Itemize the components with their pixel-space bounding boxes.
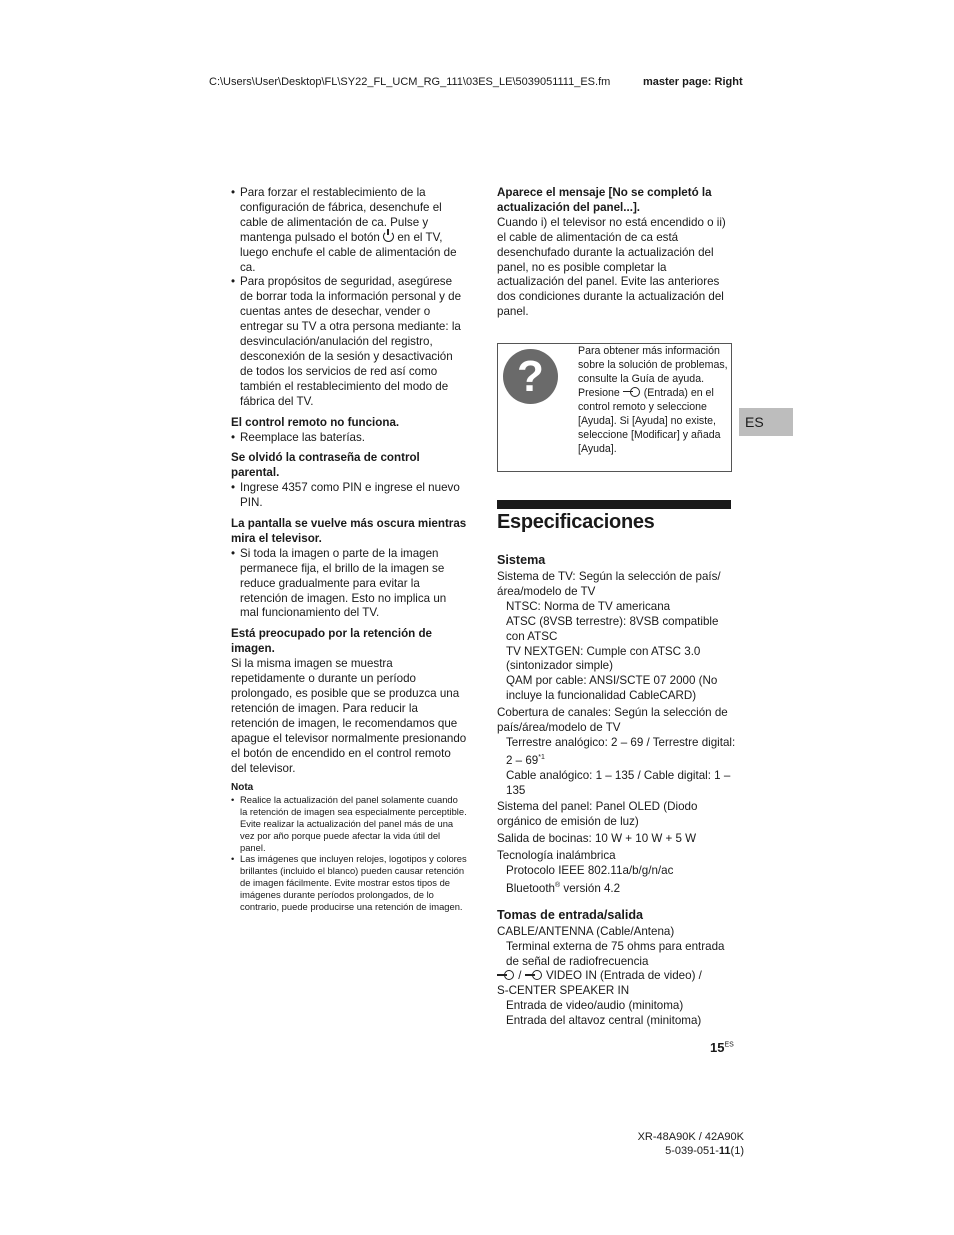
language-tab: ES bbox=[739, 408, 793, 436]
help-box bbox=[497, 343, 732, 472]
model-info bbox=[630, 1130, 744, 1158]
bullet-text: Para forzar el restablecimiento de la configuración de fábrica, desenchufe el cable de alimentación de ca. Pulse y mantenga pulsado el botón bbox=[240, 186, 442, 244]
page-number bbox=[710, 1040, 734, 1055]
spec-text: VIDEO IN (Entrada de video) / bbox=[545, 969, 702, 983]
code-part: 11 bbox=[718, 1145, 731, 1157]
help-text-part: (Entrada) en el control remoto y seleccione [Ayuda]. Si [Ayuda] no existe, seleccione [Modificar] y añada [Ayuda]. bbox=[578, 387, 721, 455]
spec-line: Terminal externa de 75 ohms para entrada de señal de radiofrecuencia bbox=[506, 939, 725, 968]
input-icon bbox=[623, 387, 641, 397]
specifications bbox=[497, 552, 737, 1029]
heading-retention: Está preocupado por la retención de imagen. bbox=[231, 627, 432, 656]
subheading-tomas: Tomas de entrada/salida bbox=[497, 907, 644, 922]
footnote-marker: *1 bbox=[538, 753, 545, 761]
note-title: Nota bbox=[231, 782, 254, 794]
help-text-part: Presione bbox=[578, 387, 620, 399]
spec-line: NTSC: Norma de TV americana bbox=[506, 599, 671, 613]
spec-line: Protocolo IEEE 802.11a/b/g/n/ac bbox=[506, 864, 674, 878]
heading-dark-screen: La pantalla se vuelve más oscura mientras mira el televisor. bbox=[231, 517, 467, 545]
spec-line: Entrada del altavoz central (minitoma) bbox=[506, 1014, 702, 1028]
video-input-icon bbox=[525, 970, 543, 980]
question-icon: ? bbox=[503, 349, 558, 404]
note-item: • Realice la actualización del panel solamente cuando la retención de imagen sea especialmente perceptible. Evite realizar la actualización del panel más de una vez por año porque puede afectar la vida útil del panel. bbox=[231, 794, 467, 853]
spec-line: Sistema de TV: Según la selección de país/área/modelo de TV bbox=[497, 570, 721, 598]
header-file-path: C:\Users\User\Desktop\FL\SY22_FL_UCM_RG_111\03ES_LE\5039051111_ES.fm bbox=[209, 76, 611, 88]
heading-remote: El control remoto no funciona. bbox=[231, 415, 400, 429]
help-paragraph bbox=[578, 386, 728, 456]
heading-panel-message: Aparece el mensaje [No se completó la actualización del panel...]. bbox=[497, 186, 712, 214]
spec-line: Tecnología inalámbrica bbox=[497, 849, 616, 863]
spec-text: Terrestre analógico: 2 – 69 / Terrestre digital: 2 – 69 bbox=[506, 735, 736, 767]
input-icon bbox=[497, 970, 515, 980]
right-column bbox=[497, 186, 733, 320]
spec-line bbox=[497, 736, 737, 769]
bullet-pin: • Ingrese 4357 como PIN e ingrese el nuevo PIN. bbox=[231, 481, 467, 511]
bullet-dark-screen: • Si toda la imagen o parte de la imagen permanece fija, el brillo de la imagen se reduce gradualmente para evitar la retención de imagen. Esto no implica un mal funcionamiento del TV. bbox=[231, 547, 467, 622]
spec-line bbox=[497, 879, 737, 897]
spec-line: S-CENTER SPEAKER IN bbox=[497, 984, 630, 998]
spec-line: CABLE/ANTENNA (Cable/Antena) bbox=[497, 924, 675, 938]
power-icon bbox=[383, 231, 394, 242]
document-code bbox=[630, 1144, 744, 1158]
bullet-security: • Para propósitos de seguridad, asegúrese de borrar toda la información personal y de cuentas antes de desechar, vender o entregar su TV a otra persona mediante: la desvinculación/anulación del registro, desconexión de la sesión y desactivación de todos los servicios de red así como también el restablecimiento del modo de fábrica del TV. bbox=[231, 275, 467, 409]
spec-line: Salida de bocinas: 10 W + 10 W + 5 W bbox=[497, 832, 697, 846]
spec-line: TV NEXTGEN: Cumple con ATSC 3.0 (sintonizador simple) bbox=[506, 644, 701, 673]
page-number-value: 15 bbox=[710, 1040, 725, 1055]
spec-line: QAM por cable: ANSI/SCTE 07 2000 (No incluye la funcionalidad CableCARD) bbox=[506, 674, 718, 703]
spec-line: ATSC (8VSB terrestre): 8VSB compatible con ATSC bbox=[506, 614, 719, 643]
bullet-factory-reset bbox=[231, 186, 467, 275]
spec-line: Sistema del panel: Panel OLED (Diodo orgánico de emisión de luz) bbox=[497, 800, 698, 829]
spec-line bbox=[497, 969, 737, 984]
registered-mark: ® bbox=[555, 881, 561, 889]
help-text bbox=[578, 344, 728, 456]
spec-line: Cobertura de canales: Según la selección de país/área/modelo de TV bbox=[497, 706, 728, 735]
section-divider bbox=[497, 500, 731, 509]
spec-line: Cable analógico: 1 – 135 / Cable digital: 1 – 135 bbox=[506, 768, 731, 797]
page-number-suffix: ES bbox=[724, 1041, 734, 1049]
bullet-text: en el TV, luego enchufe el cable de alimentación de ca. bbox=[240, 230, 457, 274]
header-master-page: master page: Right bbox=[643, 76, 743, 88]
section-title: Especificaciones bbox=[497, 511, 655, 533]
subheading-sistema: Sistema bbox=[497, 553, 546, 567]
spec-text: Bluetooth bbox=[506, 881, 555, 895]
bullet-remote: • Reemplace las baterías. bbox=[231, 431, 467, 446]
help-paragraph: Para obtener más información sobre la solución de problemas, consulte la Guía de ayuda. bbox=[578, 345, 728, 385]
code-part: (1) bbox=[730, 1145, 744, 1157]
spec-text: versión 4.2 bbox=[560, 881, 621, 895]
separator: / bbox=[518, 969, 522, 983]
heading-pin: Se olvidó la contraseña de control parental. bbox=[231, 451, 420, 480]
model-number: XR-48A90K / 42A90K bbox=[637, 1131, 744, 1143]
code-part: 5-039-051- bbox=[665, 1145, 719, 1157]
paragraph-retention: Si la misma imagen se muestra repetidamente o durante un período prolongado, es posible que se produzca una retención de imagen. Para reducir la retención de imagen, le recomendamos que apague el televisor normalmente presionando el botón de encendido en el control remoto del televisor. bbox=[231, 657, 467, 775]
spec-line: Entrada de video/audio (minitoma) bbox=[506, 999, 684, 1013]
note-item: • Las imágenes que incluyen relojes, logotipos y colores brillantes (incluido el blanco) pueden causar retención de imagen fácilmente. Evite mostrar estos tipos de imágenes durante períodos prolongados, de lo contrario, puede producirse una retención de imagen. bbox=[231, 853, 467, 912]
left-column bbox=[231, 186, 467, 912]
paragraph-panel-message: Cuando i) el televisor no está encendido o ii) el cable de alimentación de ca está desenchufado durante la actualización del panel, no es posible completar la actualización del panel. Evite las anteriores dos condiciones durante la actualización del panel. bbox=[497, 215, 726, 319]
